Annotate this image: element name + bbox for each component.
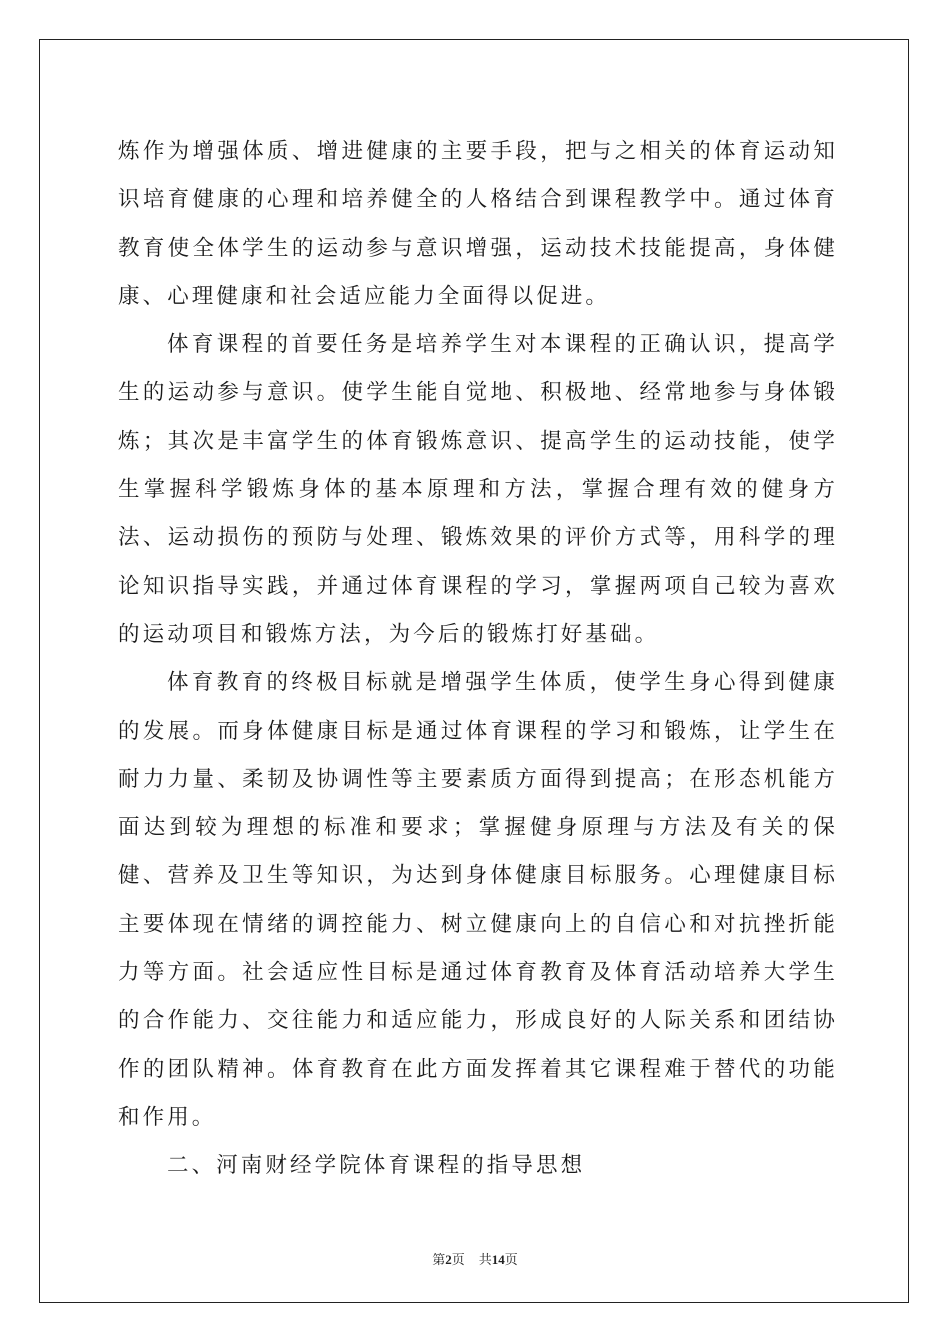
page-footer bbox=[0, 1249, 950, 1268]
total-page-count: 14 bbox=[491, 1252, 505, 1267]
footer-prefix: 第 bbox=[432, 1252, 446, 1267]
footer-total-prefix: 共 bbox=[478, 1252, 492, 1267]
section-heading-guiding-ideology: 二、河南财经学院体育课程的指导思想 bbox=[167, 1153, 586, 1179]
current-page-number: 2 bbox=[445, 1252, 452, 1267]
paragraph-ultimate-goal: 体育教育的终极目标就是增强学生体质，使学生身心得到健康的发展。而身体健康目标是通过体育课程的学习和锻炼，让学生在耐力力量、柔韧及协调性等主要素质方面得到提高；在形态机能方面达到较为理想的标准和要求；掌握健身原理与方法及有关的保健、营养及卫生等知识，为达到身体健康目标服务。心理健康目标主要体现在情绪的调控能力、树立健康向上的自信心和对抗挫折能力等方面。社会适应性目标是通过体育教育及体育活动培养大学生的合作能力、交往能力和适应能力，形成良好的人际关系和团结协作的团队精神。体育教育在此方面发挥着其它课程难于替代的功能和作用。 bbox=[118, 670, 838, 1130]
paragraph-primary-task: 体育课程的首要任务是培养学生对本课程的正确认识，提高学生的运动参与意识。使学生能自觉地、积极地、经常地参与身体锻炼；其次是丰富学生的体育锻炼意识、提高学生的运动技能，使学生掌握科学锻炼身体的基本原理和方法，掌握合理有效的健身方法、运动损伤的预防与处理、锻炼效果的评价方式等，用科学的理论知识指导实践，并通过体育课程的学习，掌握两项自己较为喜欢的运动项目和锻炼方法，为今后的锻炼打好基础。 bbox=[118, 332, 838, 647]
paragraph-continuation: 炼作为增强体质、增进健康的主要手段，把与之相关的体育运动知识培育健康的心理和培养健全的人格结合到课程教学中。通过体育教育使全体学生的运动参与意识增强，运动技术技能提高，身体健康、心理健康和社会适应能力全面得以促进。 bbox=[118, 139, 838, 309]
document-body bbox=[118, 128, 838, 1191]
footer-total-suffix: 页 bbox=[504, 1252, 518, 1267]
footer-page-suffix: 页 bbox=[451, 1252, 465, 1267]
